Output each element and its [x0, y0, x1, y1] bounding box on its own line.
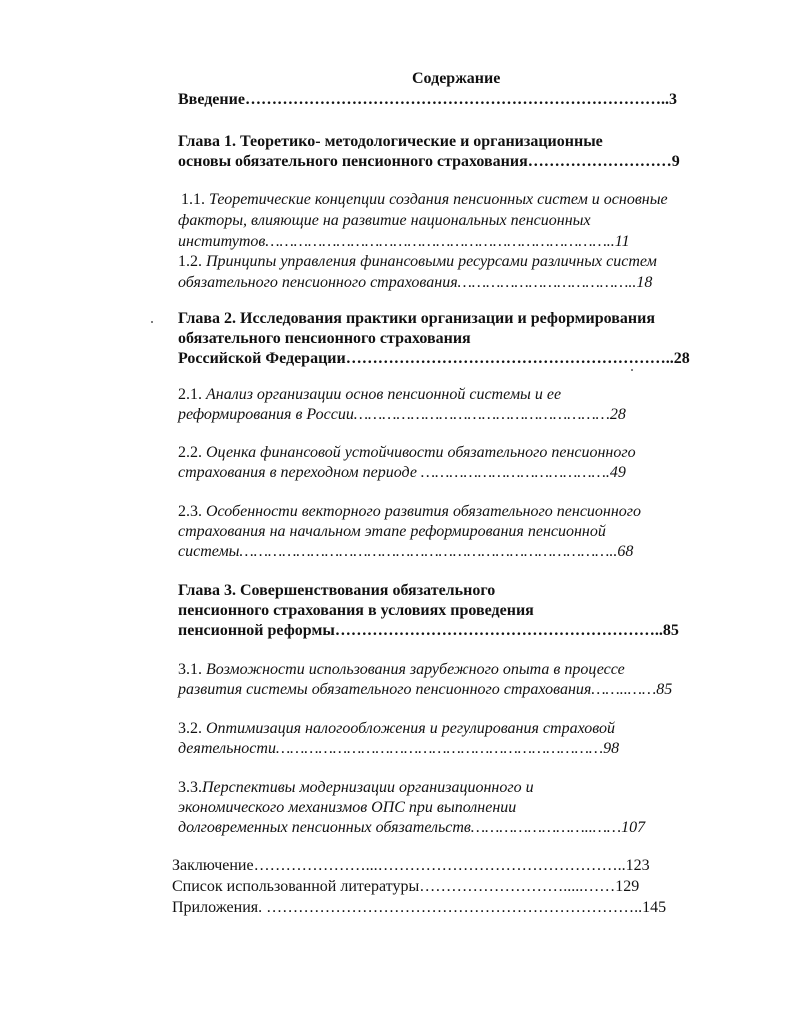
section-number: 2.1.	[178, 386, 202, 403]
toc-section-2-2-line-2: страхования в переходном периоде ………………………………….49	[178, 464, 626, 481]
section-title: Анализ организации основ пенсионной системы и ее	[206, 386, 562, 403]
toc-section-1-1-line-3: институтов………………………………………………………………..11	[178, 233, 630, 250]
toc-chapter-3-line-2: пенсионного страхования в условиях проведения	[178, 602, 534, 619]
toc-section-1-2-line-2: обязательного пенсионного страхования………………………………..18	[178, 274, 653, 291]
toc-conclusion: Заключение…………………...………………………………………..123	[172, 857, 650, 874]
section-number: 1.2.	[178, 253, 202, 270]
section-title: Теоретические концепции создания пенсионных систем и основные	[209, 191, 668, 208]
toc-section-1-1-line-1	[181, 190, 668, 210]
toc-introduction: Введение……………………………………………………………………..3	[178, 91, 677, 108]
toc-chapter-1-line-1: Глава 1. Теоретико- методологические и организационные	[178, 133, 603, 150]
toc-chapter-2-line-2: обязательного пенсионного страхования	[178, 330, 471, 347]
toc-chapter-3-line-1: Глава 3. Совершенствования обязательного	[178, 582, 496, 599]
toc-references: Список использованной литературы……………………….....……129	[172, 878, 640, 895]
toc-section-3-3-line-1	[178, 778, 534, 798]
page-title: Содержание	[412, 70, 501, 87]
toc-section-2-3-line-2: страхования на начальном этапе реформирования пенсионной	[178, 523, 606, 540]
toc-section-3-1-line-1	[178, 660, 625, 680]
section-title: Особенности векторного развития обязательного пенсионного	[206, 503, 642, 520]
toc-chapter-2-line-1: Глава 2. Исследования практики организации и реформирования	[178, 310, 655, 327]
toc-chapter-1-line-2: основы обязательного пенсионного страхования………………………9	[178, 153, 680, 170]
toc-section-2-3-line-1	[178, 502, 641, 522]
toc-section-2-3-line-3: системы……………………………………………………………………..68	[178, 543, 634, 560]
section-number: 3.3.	[178, 779, 202, 796]
section-title: Принципы управления финансовыми ресурсами различных систем	[206, 253, 657, 270]
scan-speck	[631, 369, 633, 371]
toc-chapter-2-line-3: Российской Федерации……………………………………………………..28	[178, 350, 690, 367]
section-title: Перспективы модернизации организационного и	[202, 779, 534, 796]
section-title: Оптимизация налогообложения и регулирования страховой	[206, 720, 616, 737]
scan-speck	[151, 321, 153, 323]
toc-section-2-2-line-1	[178, 443, 636, 463]
toc-section-3-2-line-1	[178, 719, 615, 739]
toc-section-2-1-line-1	[178, 385, 561, 405]
toc-section-1-2-line-1	[178, 252, 657, 272]
toc-section-1-1-line-2: факторы, влияющие на развитие национальных пенсионных	[178, 212, 591, 229]
section-number: 1.1.	[181, 191, 205, 208]
section-title: Оценка финансовой устойчивости обязательного пенсионного	[206, 444, 636, 461]
toc-section-3-2-line-2: деятельности……………………………………………………………98	[178, 740, 620, 757]
toc-chapter-3-line-3: пенсионной реформы……………………………………………………..85	[178, 622, 679, 639]
toc-section-3-3-line-2: экономического механизмов ОПС при выполнении	[178, 799, 517, 816]
section-number: 2.2.	[178, 444, 202, 461]
section-number: 3.1.	[178, 661, 202, 678]
toc-section-3-3-line-3: долговременных пенсионных обязательств……………………..……107	[178, 819, 646, 836]
section-number: 3.2.	[178, 720, 202, 737]
section-number: 2.3.	[178, 503, 202, 520]
toc-section-3-1-line-2: развития системы обязательного пенсионного страхования……..……85	[178, 681, 673, 698]
section-title: Возможности использования зарубежного опыта в процессе	[206, 661, 625, 678]
toc-appendices: Приложения. ……………………………………………………………..145	[172, 899, 667, 916]
toc-section-2-1-line-2: реформирования в России………………………………………………28	[178, 406, 626, 423]
